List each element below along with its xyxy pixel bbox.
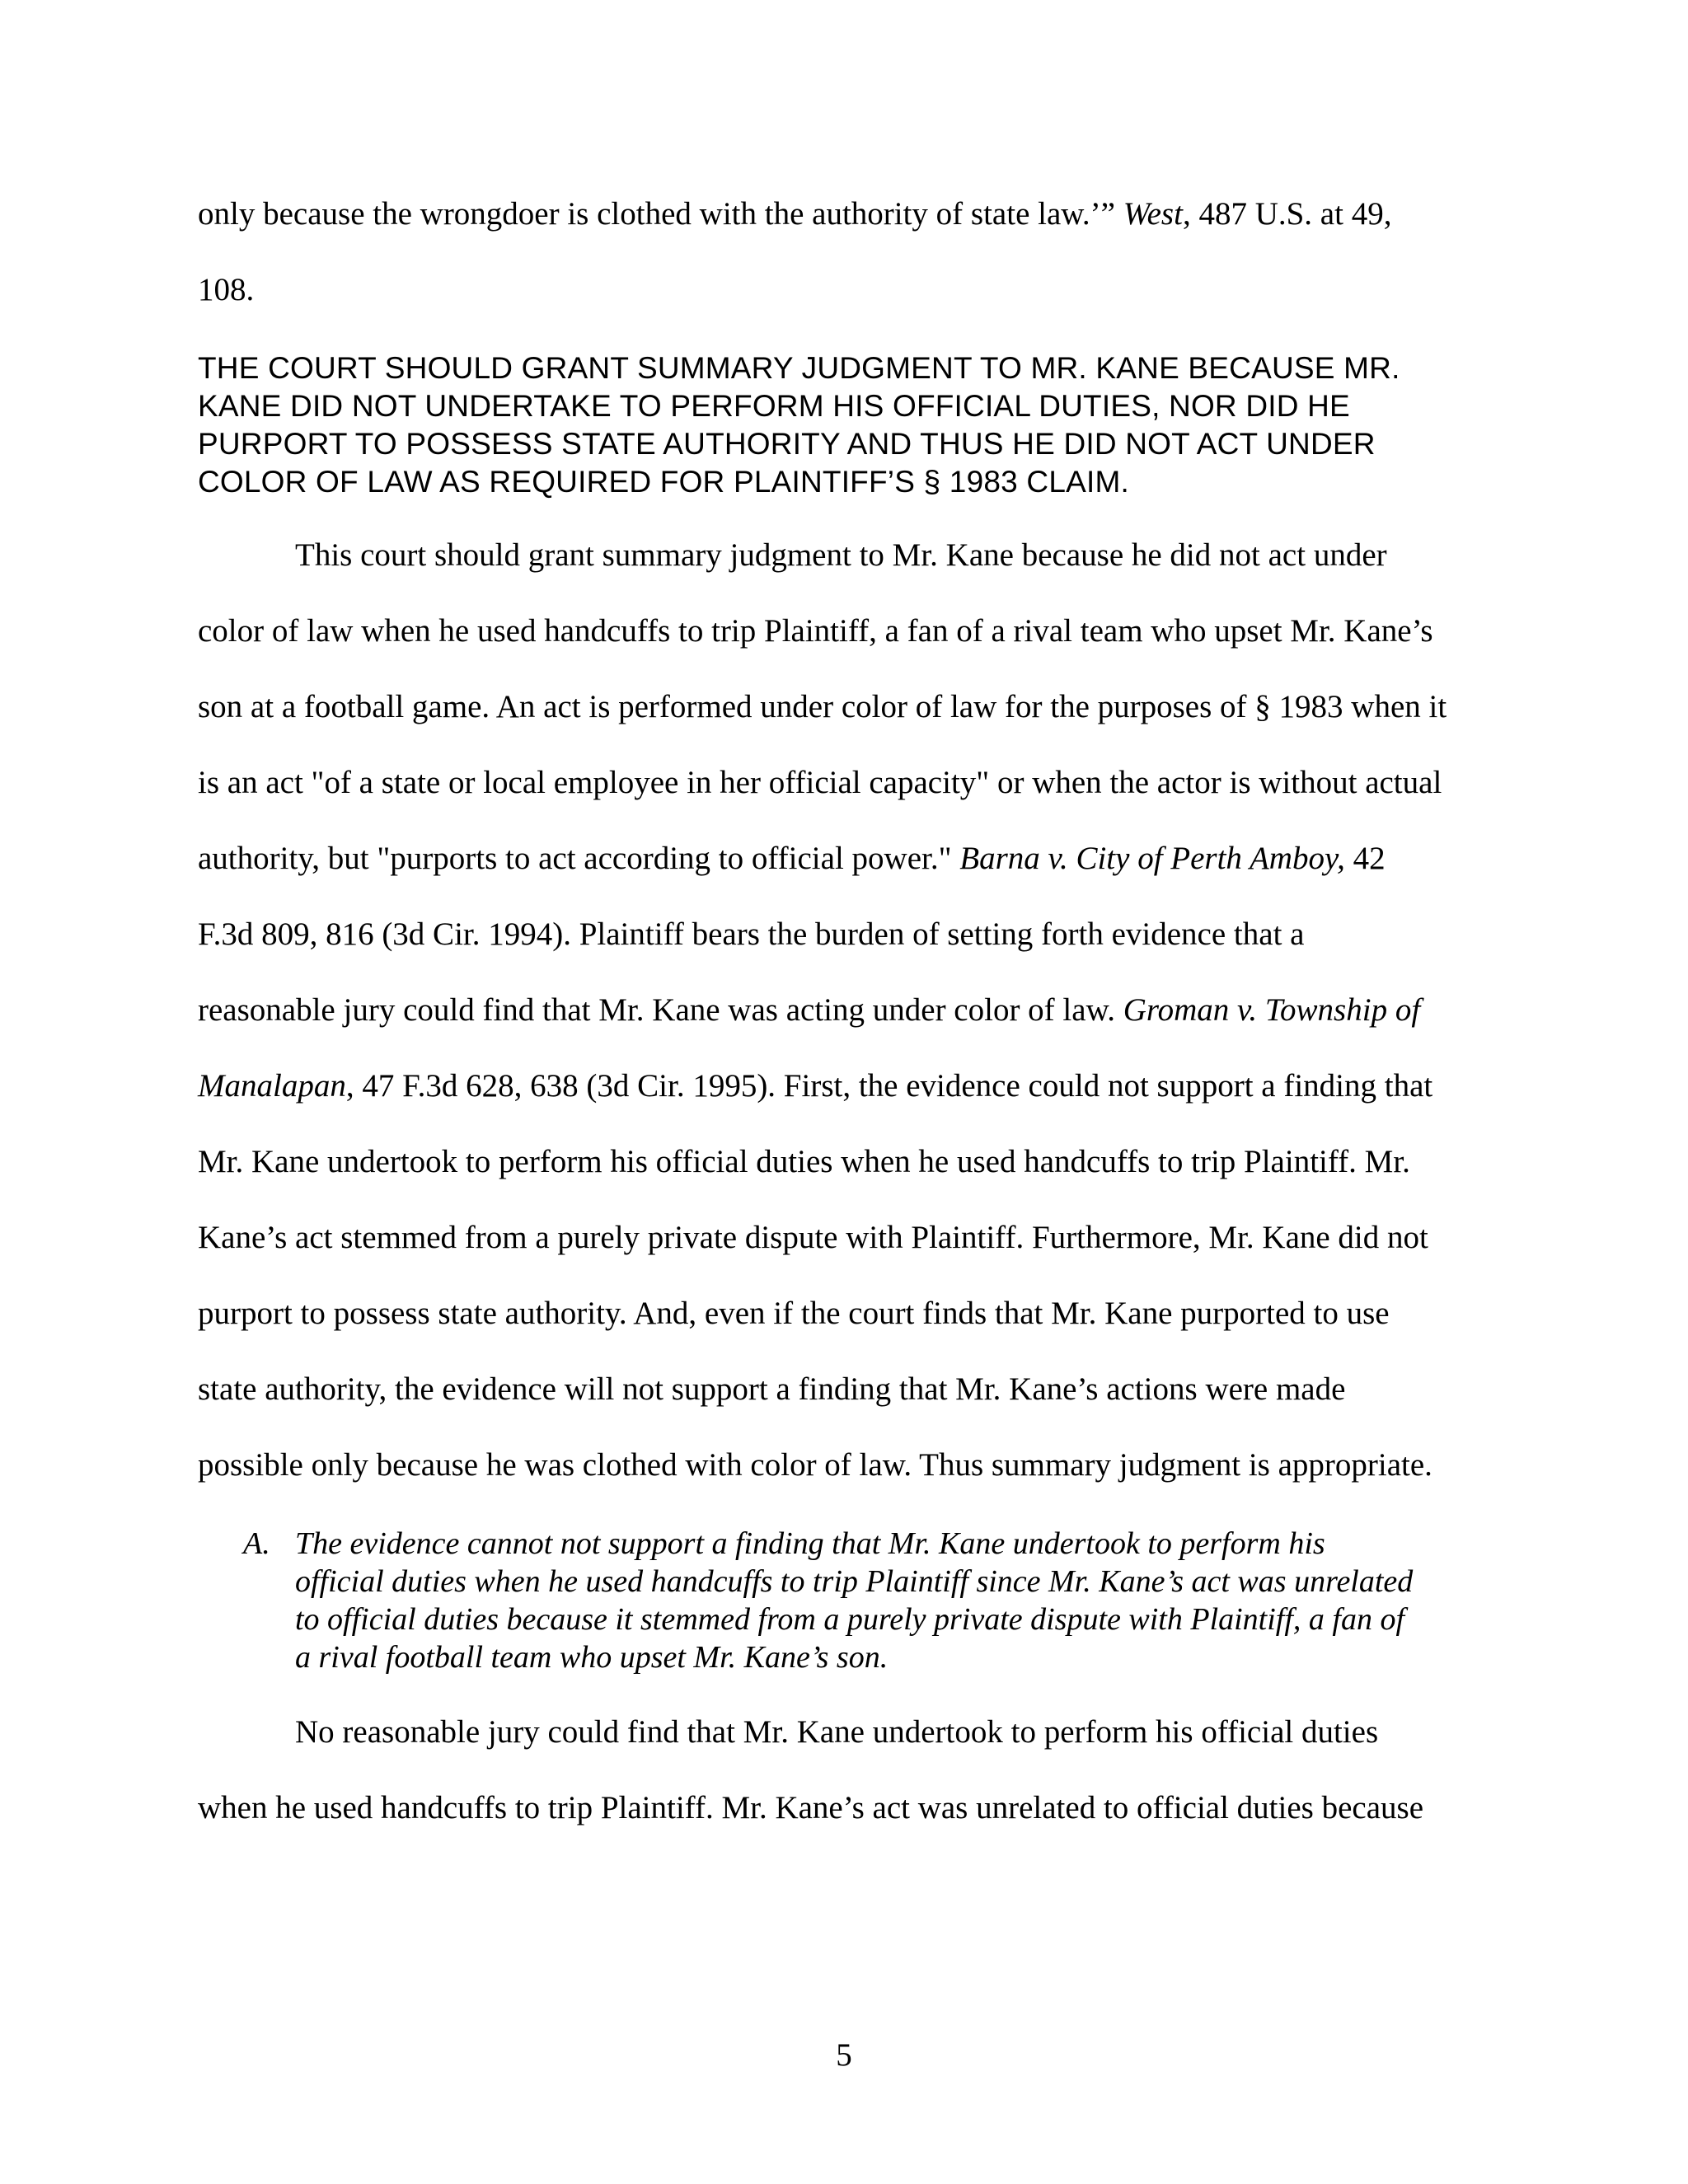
paragraph1-line-8: Manalapan, 47 F.3d 628, 638 (3d Cir. 1995). First, the evidence could not support a finding that <box>198 1068 1433 1104</box>
intro-line-2: 108. <box>198 272 255 307</box>
paragraph1-line-13: possible only because he was clothed with color of law. Thus summary judgment is appropriate. <box>198 1447 1432 1483</box>
subheading-line-1: The evidence cannot not support a finding that Mr. Kane undertook to perform his <box>295 1526 1325 1561</box>
paragraph1-line-5: authority, but "purports to act according to official power." Barna v. City of Perth Amboy, 42 <box>198 841 1386 876</box>
paragraph2-line-2: when he used handcuffs to trip Plaintiff. Mr. Kane’s act was unrelated to official duties because <box>198 1790 1424 1825</box>
paragraph1-line-6: F.3d 809, 816 (3d Cir. 1994). Plaintiff bears the burden of setting forth evidence that a <box>198 916 1305 952</box>
subheading-line-3: to official duties because it stemmed from a purely private dispute with Plaintiff, a fan of <box>295 1602 1405 1637</box>
paragraph1-line-7: reasonable jury could find that Mr. Kane was acting under color of law. Groman v. Township of <box>198 992 1421 1028</box>
section-heading-line-2: KANE DID NOT UNDERTAKE TO PERFORM HIS OFFICIAL DUTIES, NOR DID HE <box>198 389 1350 423</box>
paragraph1-line-4: is an act "of a state or local employee in her official capacity" or when the actor is without actual <box>198 765 1442 800</box>
page-number: 5 <box>836 2037 852 2073</box>
paragraph1-line-11: purport to possess state authority. And, even if the court finds that Mr. Kane purported to use <box>198 1296 1390 1331</box>
intro-line-1: only because the wrongdoer is clothed with the authority of state law.’” West, 487 U.S. at 49, <box>198 196 1392 232</box>
section-heading-line-4: COLOR OF LAW AS REQUIRED FOR PLAINTIFF’S § 1983 CLAIM. <box>198 465 1129 499</box>
section-heading-line-1: THE COURT SHOULD GRANT SUMMARY JUDGMENT TO MR. KANE BECAUSE MR. <box>198 351 1400 385</box>
paragraph1-line-9: Mr. Kane undertook to perform his official duties when he used handcuffs to trip Plaintiff. Mr. <box>198 1144 1410 1179</box>
subheading-line-4: a rival football team who upset Mr. Kane’s son. <box>295 1640 889 1675</box>
subheading-marker: A. <box>243 1526 270 1561</box>
subheading-line-2: official duties when he used handcuffs to trip Plaintiff since Mr. Kane’s act was unrelated <box>295 1564 1414 1599</box>
paragraph1-line-1: This court should grant summary judgment to Mr. Kane because he did not act under <box>295 537 1387 573</box>
paragraph1-line-2: color of law when he used handcuffs to trip Plaintiff, a fan of a rival team who upset Mr. Kane’s <box>198 613 1433 649</box>
paragraph1-line-10: Kane’s act stemmed from a purely private dispute with Plaintiff. Furthermore, Mr. Kane did not <box>198 1220 1428 1255</box>
paragraph1-line-3: son at a football game. An act is performed under color of law for the purposes of § 1983 when it <box>198 689 1447 724</box>
paragraph2-line-1: No reasonable jury could find that Mr. Kane undertook to perform his official duties <box>295 1714 1379 1750</box>
section-heading-line-3: PURPORT TO POSSESS STATE AUTHORITY AND THUS HE DID NOT ACT UNDER <box>198 427 1376 461</box>
paragraph1-line-12: state authority, the evidence will not support a finding that Mr. Kane’s actions were made <box>198 1371 1346 1407</box>
